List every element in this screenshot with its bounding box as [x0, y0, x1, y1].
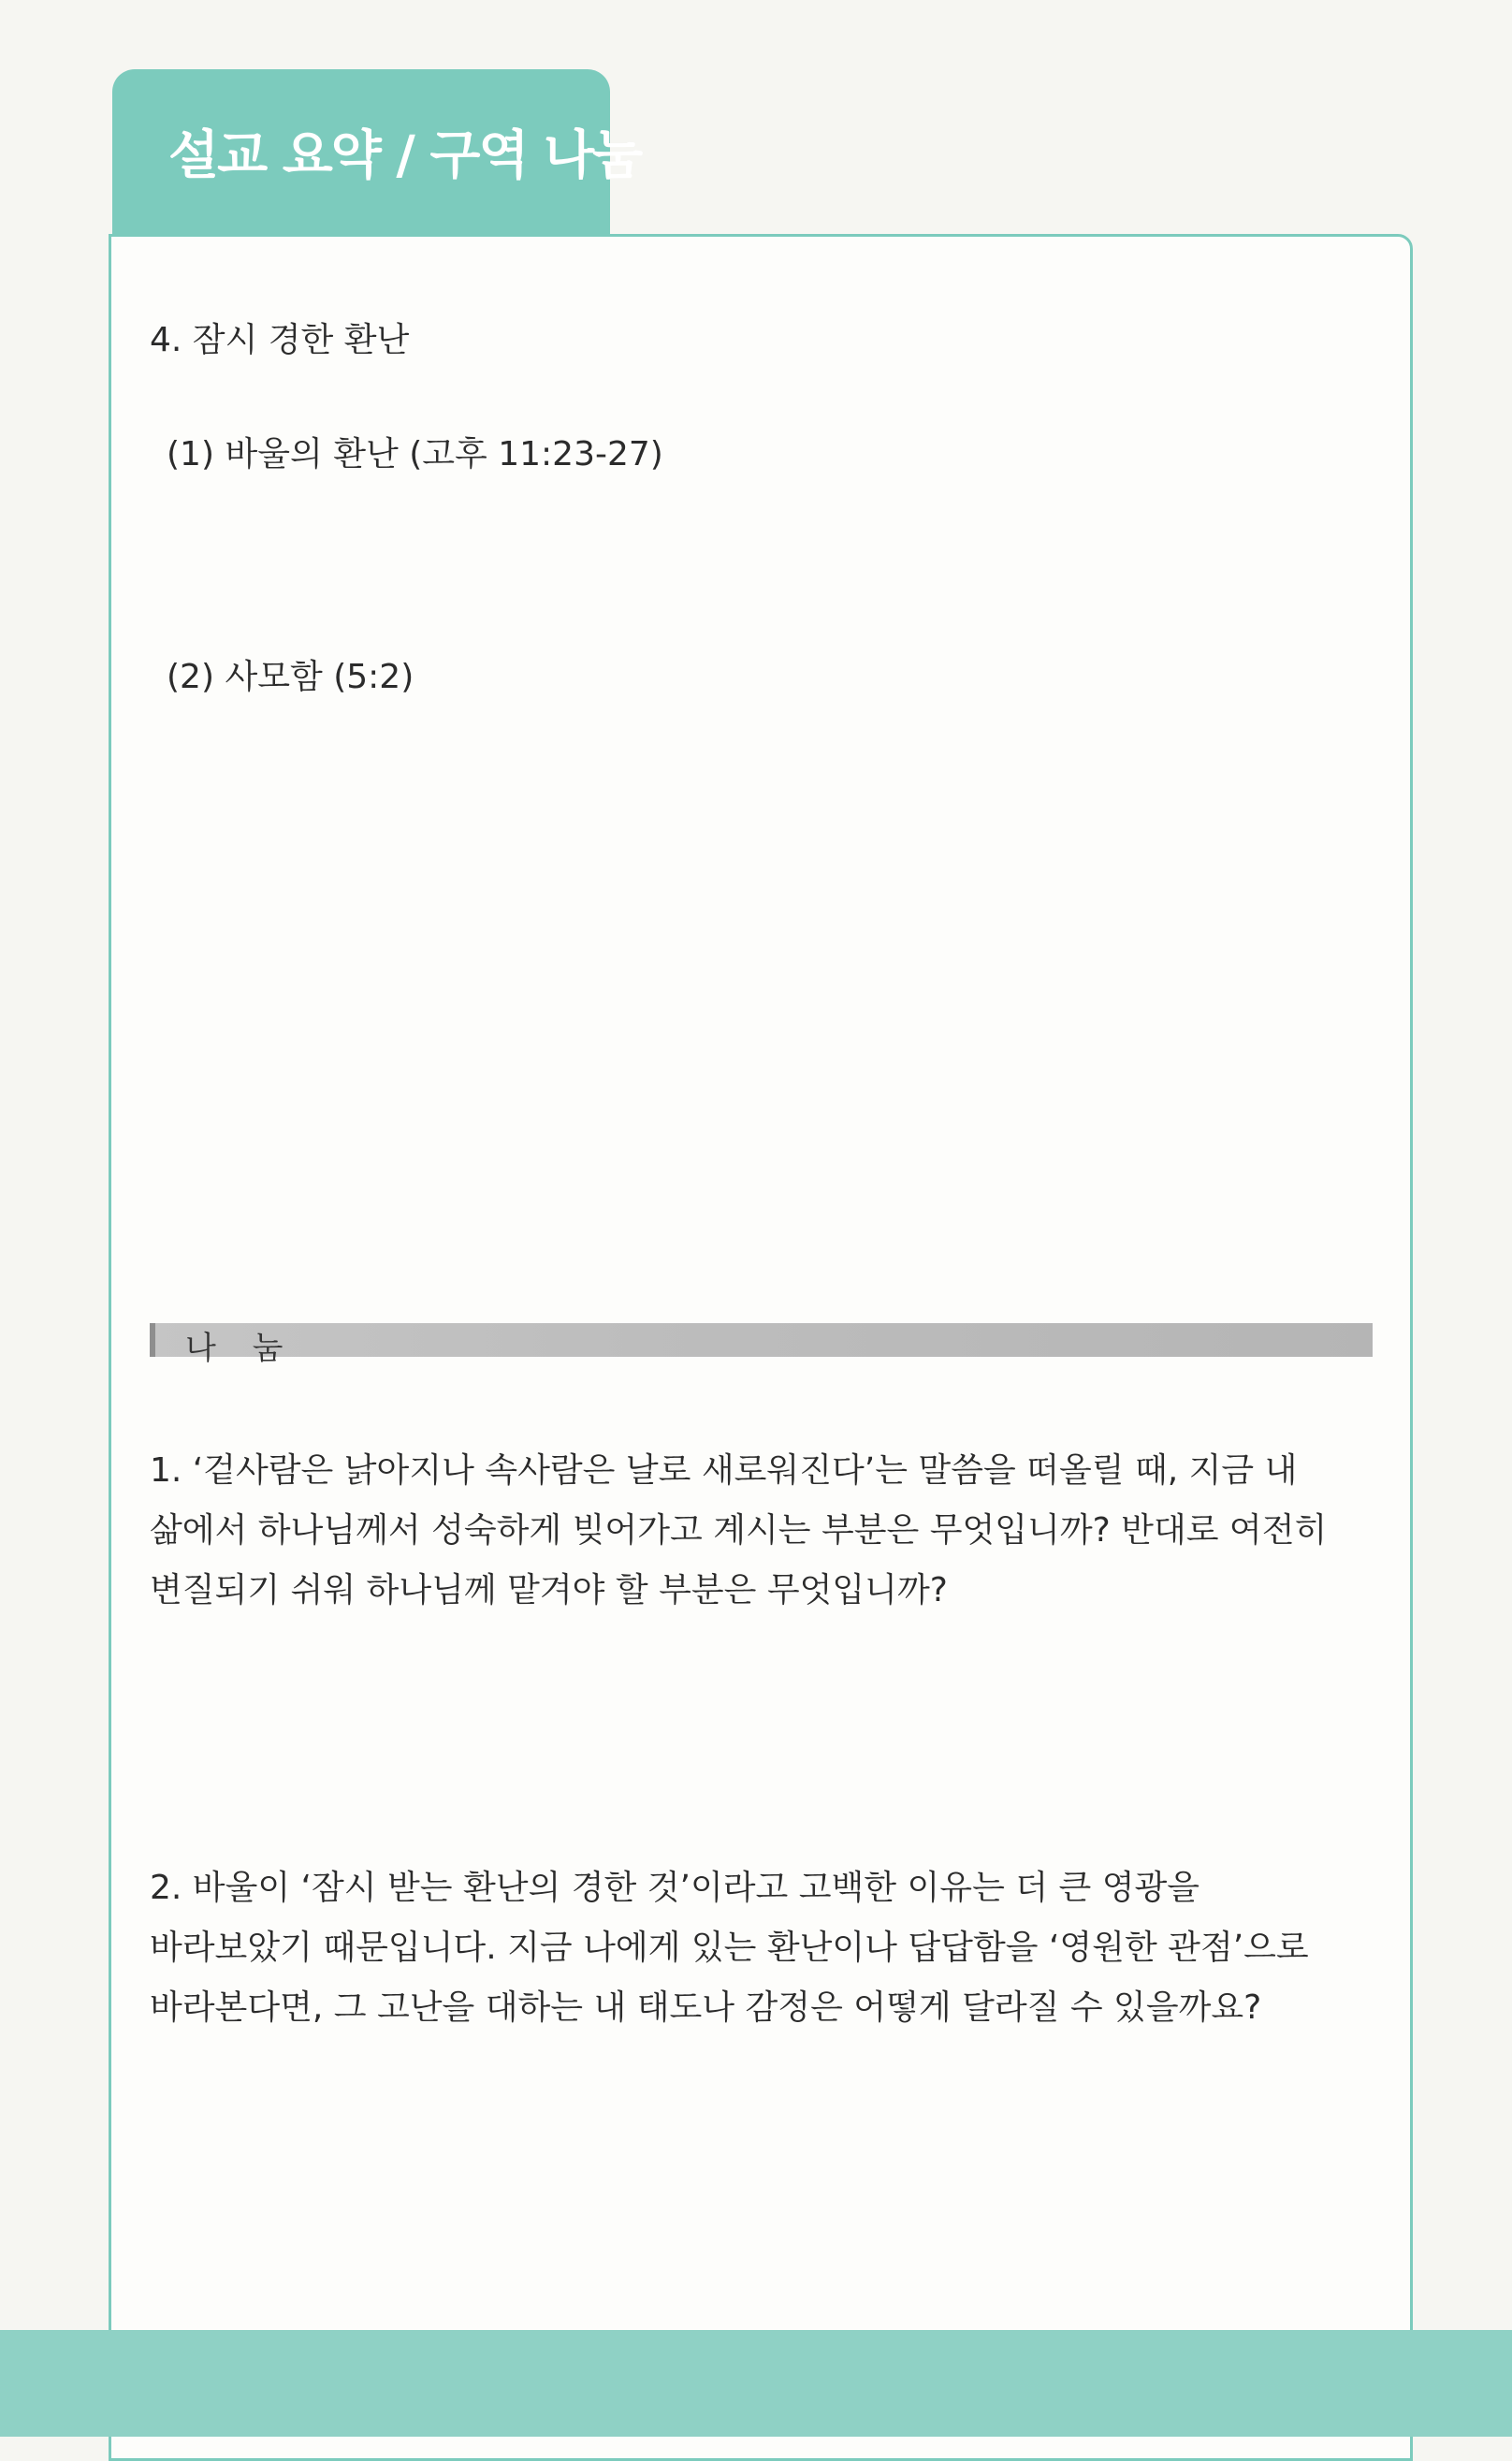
sermon-point-2: (2) 사모함 (5:2) — [167, 658, 414, 696]
question-2-line-3: 바라본다면, 그 고난을 대하는 내 태도나 감정은 어떻게 달라질 수 있을까요? — [150, 1988, 1262, 2027]
sharing-question-1 — [150, 1441, 1385, 1621]
sharing-header-edge — [150, 1323, 155, 1357]
footer-band — [0, 2330, 1512, 2437]
sermon-section-title: 4. 잠시 경한 환난 — [150, 321, 410, 359]
page-title: 설교 요약 / 구역 나눔 — [168, 125, 642, 186]
question-1-line-1: 1. ‘겉사람은 낡아지나 속사람은 날로 새로워진다’는 말씀을 떠올릴 때, 지금 내 — [150, 1451, 1298, 1490]
sharing-header-bar — [150, 1323, 1373, 1357]
question-1-line-2: 삶에서 하나님께서 성숙하게 빚어가고 계시는 부분은 무엇입니까? 반대로 여전히 — [150, 1511, 1328, 1550]
sharing-question-2 — [150, 1858, 1385, 2038]
question-2-line-1: 2. 바울이 ‘잠시 받는 환난의 경한 것’이라고 고백한 이유는 더 큰 영광을 — [150, 1869, 1200, 1907]
sermon-point-1: (1) 바울의 환난 (고후 11:23-27) — [167, 435, 663, 473]
question-1-line-3: 변질되기 쉬워 하나님께 맡겨야 할 부분은 무엇입니까? — [150, 1571, 948, 1609]
sharing-label: 나 눔 — [185, 1330, 297, 1367]
question-2-line-2: 바라보았기 때문입니다. 지금 나에게 있는 환난이나 답답함을 ‘영원한 관점’으로 — [150, 1929, 1309, 1967]
